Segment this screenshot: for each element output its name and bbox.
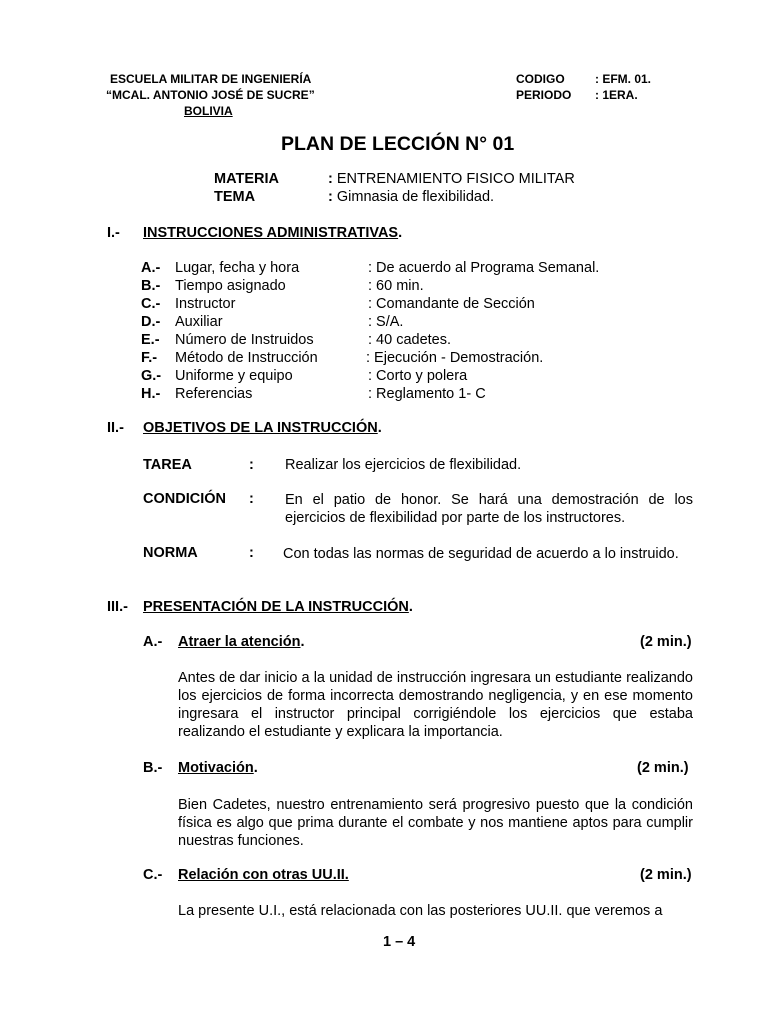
norma-text: Con todas las normas de seguridad de acuerdo a lo instruido. xyxy=(283,546,679,562)
item-value: : Comandante de Sección xyxy=(368,296,535,312)
tema-value-row xyxy=(328,189,494,205)
school-name-line2: “MCAL. ANTONIO JOSÉ DE SUCRE” xyxy=(106,88,315,102)
item-letter: H.- xyxy=(141,386,161,402)
tema-value: Gimnasia de flexibilidad. xyxy=(336,189,495,205)
condicion-text: En el patio de honor. Se hará una demostración de los ejercicios de flexibilidad por parte de los instructores. xyxy=(285,492,693,526)
section1-number: I.- xyxy=(107,225,120,241)
school-name-line1: ESCUELA MILITAR DE INGENIERÍA xyxy=(110,72,312,86)
page-number: 1 – 4 xyxy=(383,934,416,950)
norma-label: NORMA xyxy=(143,545,198,561)
subsection-a-title: Atraer la atención xyxy=(178,634,301,650)
item-value: : 40 cadetes. xyxy=(368,332,452,348)
item-letter: B.- xyxy=(141,278,161,294)
section1-heading xyxy=(143,225,402,241)
item-label: Número de Instruidos xyxy=(175,332,314,348)
subsection-b-letter: B.- xyxy=(143,760,163,776)
subsection-c-text: La presente U.I., está relacionada con las posteriores UU.II. que veremos a xyxy=(178,903,663,919)
tema-label: TEMA xyxy=(214,189,256,205)
list-item xyxy=(0,278,768,296)
item-value: : Reglamento 1- C xyxy=(368,386,486,402)
item-value: : Corto y polera xyxy=(368,368,468,384)
section1-title: INSTRUCCIONES ADMINISTRATIVAS xyxy=(143,225,399,241)
section3-heading xyxy=(143,599,413,615)
materia-label: MATERIA xyxy=(214,171,279,187)
item-value: : De acuerdo al Programa Semanal. xyxy=(368,260,600,276)
section2-period: . xyxy=(377,420,382,436)
subsection-a-text: Antes de dar inicio a la unidad de instrucción ingresara un estudiante realizando los ejercicios de forma incorrecta demostrando negligencia, y en ese momento ingresara el instructor principal corrigiéndole los ejercicios que estaba realizando el estudiante y explicara la importancia. xyxy=(178,670,693,740)
item-letter: F.- xyxy=(141,350,158,366)
tarea-colon: : xyxy=(249,457,254,473)
materia-value-row xyxy=(328,171,575,187)
list-item xyxy=(0,296,768,314)
item-value: : Ejecución - Demostración. xyxy=(366,350,544,366)
list-item xyxy=(0,350,768,368)
page-title: PLAN DE LECCIÓN N° 01 xyxy=(281,133,515,155)
periodo-value: : 1ERA. xyxy=(595,88,638,102)
item-letter: E.- xyxy=(141,332,160,348)
item-label: Uniforme y equipo xyxy=(175,368,293,384)
section2-heading xyxy=(143,420,382,436)
item-label: Auxiliar xyxy=(175,314,223,330)
section2-title: OBJETIVOS DE LA INSTRUCCIÓN xyxy=(143,420,378,436)
subsection-a-heading xyxy=(178,634,305,650)
section3-title: PRESENTACIÓN DE LA INSTRUCCIÓN xyxy=(143,599,409,615)
item-label: Referencias xyxy=(175,386,253,402)
subsection-a-time: (2 min.) xyxy=(640,634,692,650)
tema-colon: : xyxy=(328,189,333,205)
item-letter: C.- xyxy=(141,296,161,312)
condicion-colon: : xyxy=(249,491,254,507)
subsection-a-period: . xyxy=(300,634,305,650)
subsection-b-title: Motivación xyxy=(178,760,254,776)
item-letter: A.- xyxy=(141,260,161,276)
subsection-b-text: Bien Cadetes, nuestro entrenamiento será progresivo puesto que la condición física es algo que prima durante el combate y nos mantiene aptos para cumplir nuestras funciones. xyxy=(178,797,693,849)
section3-number: III.- xyxy=(107,599,128,615)
item-label: Tiempo asignado xyxy=(175,278,286,294)
tarea-label: TAREA xyxy=(143,457,192,473)
school-country: BOLIVIA xyxy=(184,104,233,118)
periodo-label: PERIODO xyxy=(516,88,572,102)
subsection-a-letter: A.- xyxy=(143,634,163,650)
subsection-b-heading xyxy=(178,760,258,776)
subsection-c-letter: C.- xyxy=(143,867,163,883)
section3-period: . xyxy=(408,599,413,615)
list-item xyxy=(0,260,768,278)
materia-colon: : xyxy=(328,171,333,187)
item-value: : 60 min. xyxy=(368,278,424,294)
section1-period: . xyxy=(398,225,403,241)
item-value: : S/A. xyxy=(368,314,404,330)
condicion-label: CONDICIÓN xyxy=(143,491,226,507)
item-label: Método de Instrucción xyxy=(175,350,318,366)
item-letter: D.- xyxy=(141,314,161,330)
list-item xyxy=(0,332,768,350)
item-letter: G.- xyxy=(141,368,162,384)
item-label: Instructor xyxy=(175,296,236,312)
norma-colon: : xyxy=(249,545,254,561)
materia-value: ENTRENAMIENTO FISICO MILITAR xyxy=(336,171,575,187)
codigo-label: CODIGO xyxy=(516,72,565,86)
list-item xyxy=(0,386,768,404)
item-label: Lugar, fecha y hora xyxy=(175,260,300,276)
list-item xyxy=(0,314,768,332)
section2-number: II.- xyxy=(107,420,124,436)
tarea-text: Realizar los ejercicios de flexibilidad. xyxy=(285,457,522,473)
codigo-value: : EFM. 01. xyxy=(595,72,652,86)
subsection-c-title: Relación con otras UU.II. xyxy=(178,867,349,883)
list-item xyxy=(0,368,768,386)
subsection-b-period: . xyxy=(253,760,258,776)
subsection-c-time: (2 min.) xyxy=(640,867,692,883)
subsection-b-time: (2 min.) xyxy=(637,760,689,776)
